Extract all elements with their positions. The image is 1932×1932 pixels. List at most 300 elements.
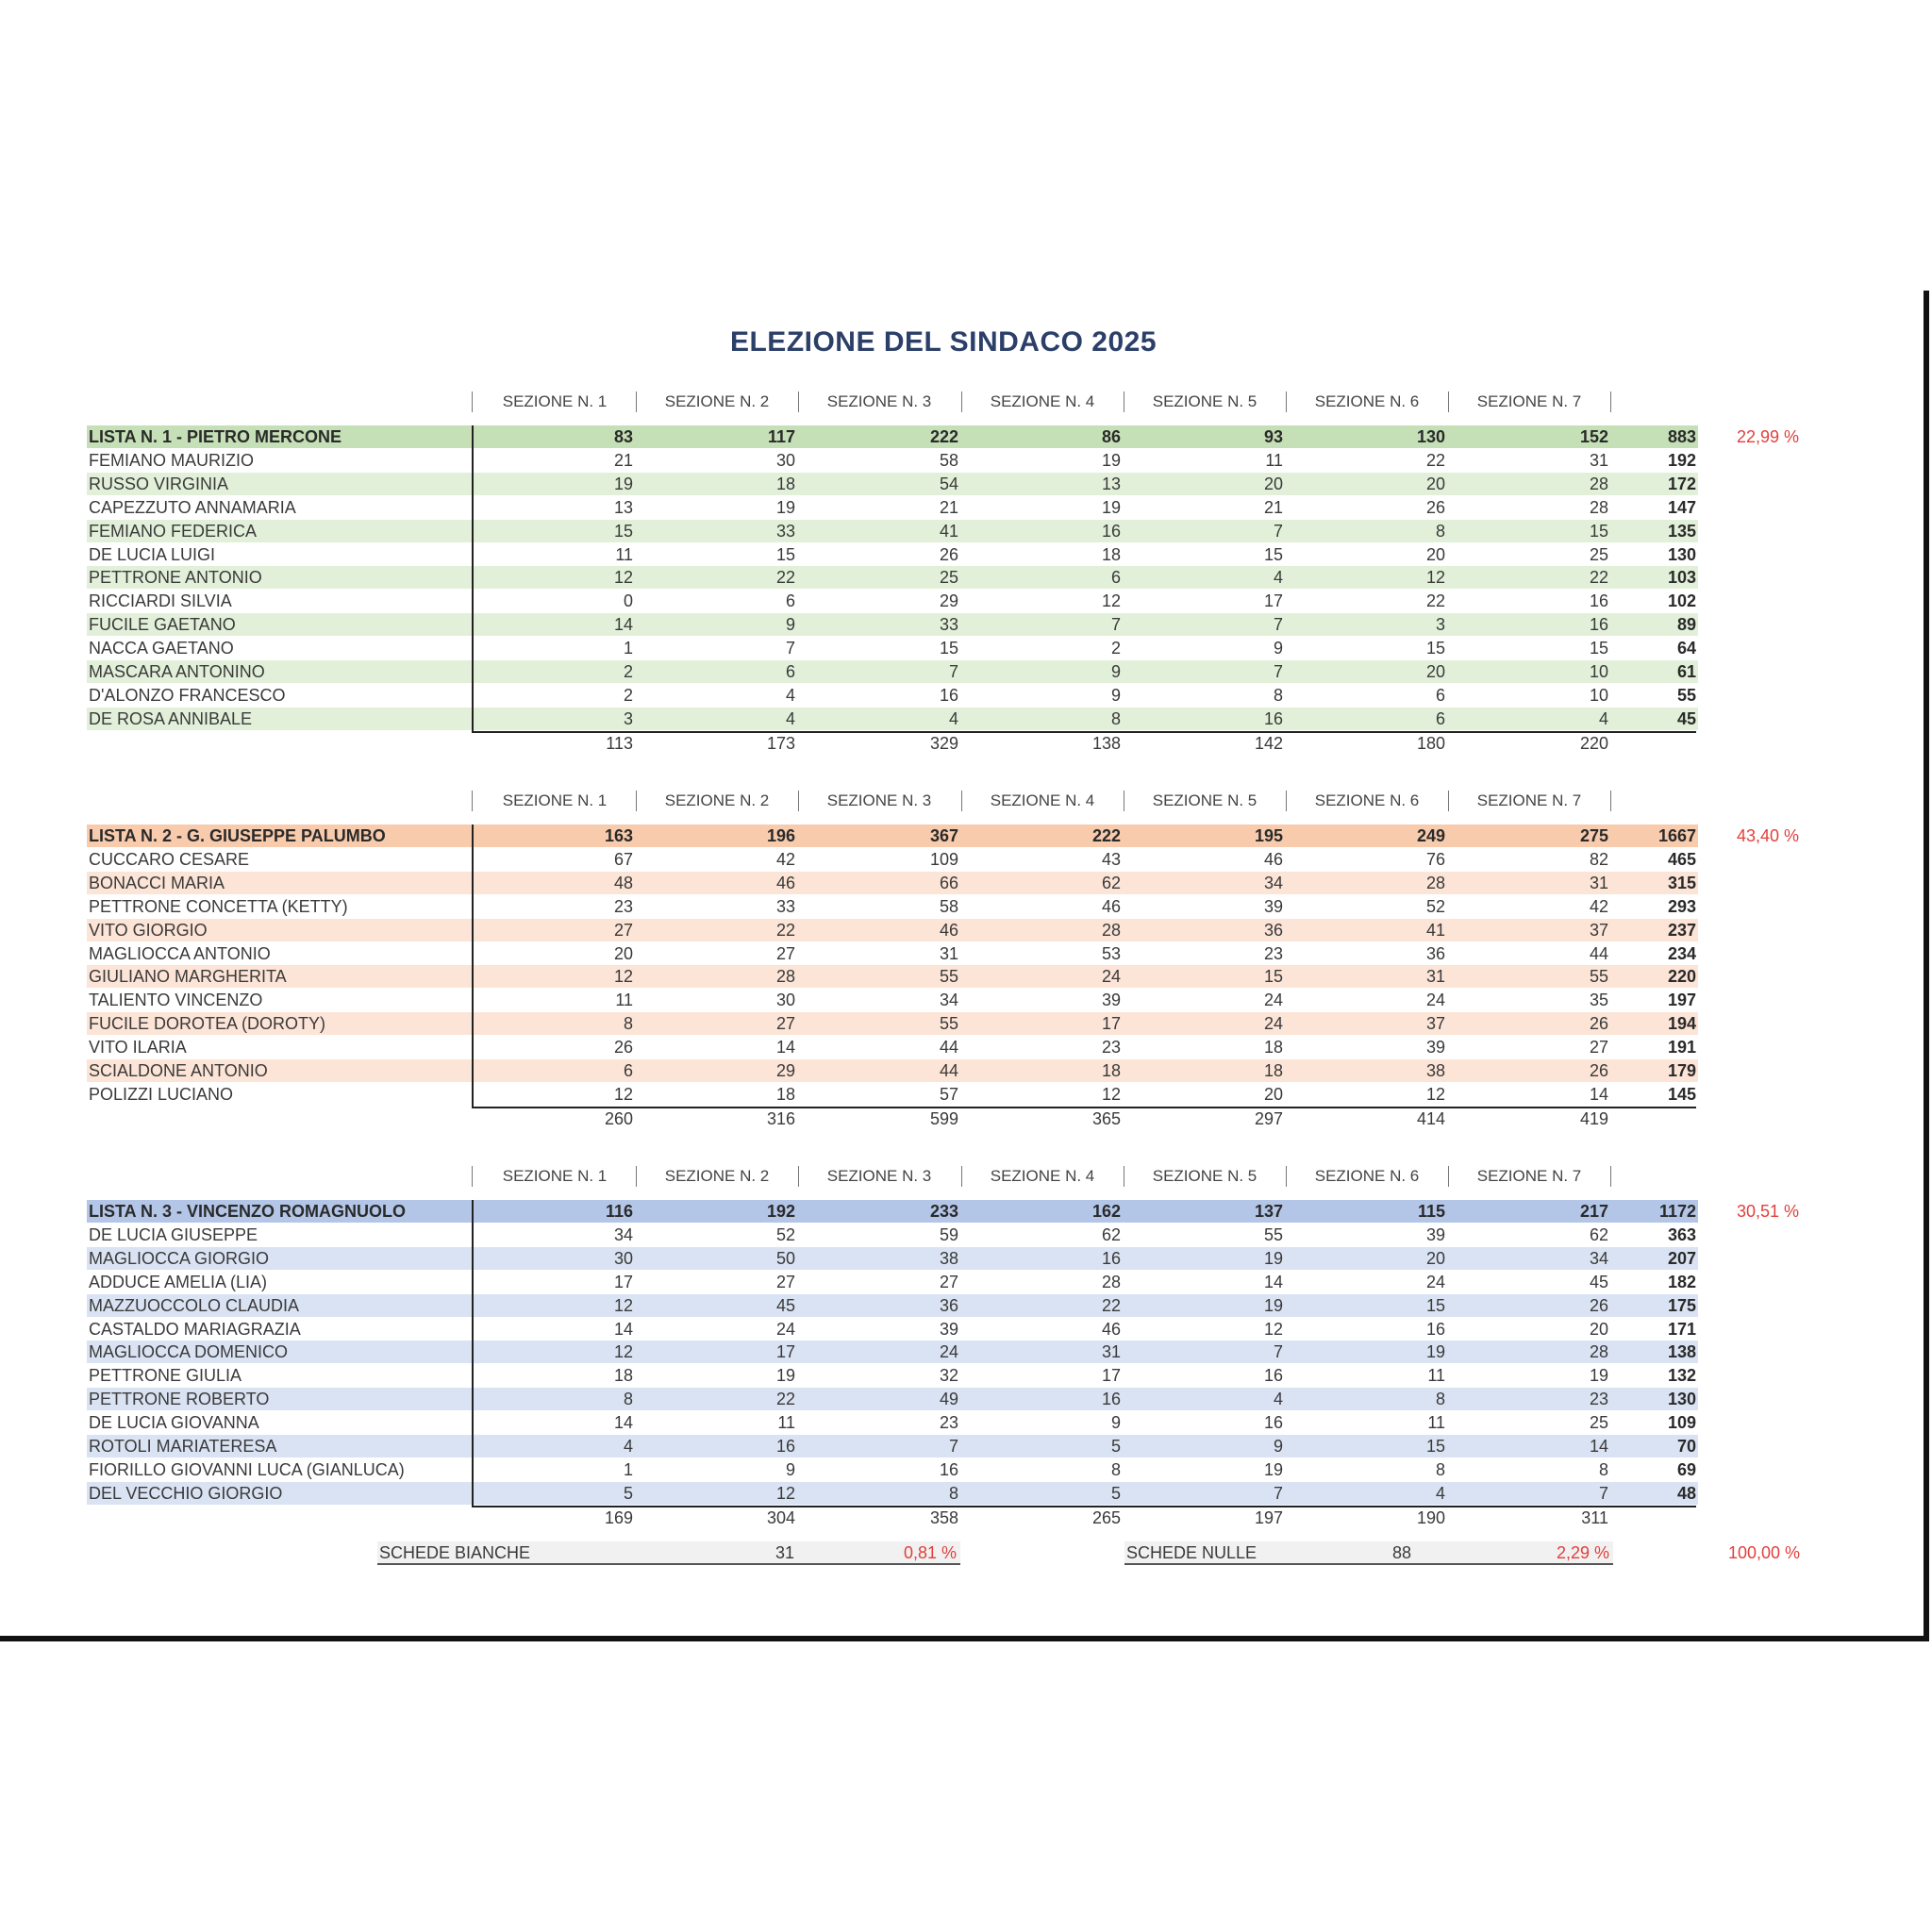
row-total: 293 <box>1667 897 1696 916</box>
row-total: 70 <box>1676 1437 1696 1456</box>
vote-cell: 5 <box>1110 1484 1121 1503</box>
vote-cell: 8 <box>1110 709 1121 728</box>
vote-cell: 20 <box>1425 545 1445 564</box>
vote-cell: 12 <box>1101 591 1121 610</box>
column-total: 304 <box>766 1508 795 1527</box>
vote-cell: 34 <box>613 1225 633 1244</box>
vote-cell: 12 <box>1101 1085 1121 1104</box>
column-total: 169 <box>604 1508 633 1527</box>
candidate-name: FEMIANO MAURIZIO <box>89 451 254 470</box>
vote-cell: 1 <box>623 1460 633 1479</box>
vote-cell: 44 <box>939 1061 958 1080</box>
vote-cell: 14 <box>1589 1085 1608 1104</box>
vote-cell: 27 <box>775 944 795 963</box>
schede-nulle-percent: 2,29 % <box>1556 1543 1609 1562</box>
row-total: 171 <box>1667 1320 1696 1339</box>
candidate-name: RICCIARDI SILVIA <box>89 591 232 610</box>
vote-cell: 30 <box>775 451 795 470</box>
vote-cell: 14 <box>613 615 633 634</box>
candidate-name: PETTRONE ROBERTO <box>89 1390 270 1408</box>
vote-cell: 16 <box>939 686 958 705</box>
candidate-name: SCIALDONE ANTONIO <box>89 1061 268 1080</box>
candidate-name: DE ROSA ANNIBALE <box>89 709 253 728</box>
vote-cell: 15 <box>1263 967 1283 986</box>
column-total: 220 <box>1579 734 1608 753</box>
header-separator <box>1610 391 1611 412</box>
vote-cell: 15 <box>939 639 958 658</box>
vote-cell: 9 <box>1273 639 1283 658</box>
vote-cell: 15 <box>1425 1296 1445 1315</box>
vote-cell: 18 <box>613 1366 633 1385</box>
vote-cell: 29 <box>775 1061 795 1080</box>
row-total: 103 <box>1667 568 1696 587</box>
header-separator <box>1448 1166 1449 1187</box>
vote-cell: 24 <box>775 1320 795 1339</box>
vote-cell: 7 <box>1598 1484 1608 1503</box>
header-separator <box>472 791 473 811</box>
row-total: 69 <box>1676 1460 1696 1479</box>
column-total: 142 <box>1254 734 1283 753</box>
candidate-name: RUSSO VIRGINIA <box>89 475 229 493</box>
vote-cell: 46 <box>1101 897 1121 916</box>
column-total: 173 <box>766 734 795 753</box>
vote-cell: 55 <box>1263 1225 1283 1244</box>
vote-cell: 10 <box>1589 686 1608 705</box>
vote-cell: 18 <box>775 1085 795 1104</box>
vote-cell: 20 <box>1263 475 1283 493</box>
vote-cell: 12 <box>1263 1320 1283 1339</box>
vote-cell: 43 <box>1101 850 1121 869</box>
row-total: 147 <box>1667 498 1696 517</box>
vote-cell: 9 <box>1110 662 1121 681</box>
vote-cell: 19 <box>1263 1249 1283 1268</box>
vote-cell: 16 <box>1101 1390 1121 1408</box>
vote-cell: 31 <box>1589 874 1608 892</box>
column-header: SEZIONE N. 5 <box>1152 1167 1257 1185</box>
vote-cell: 7 <box>1273 615 1283 634</box>
header-separator <box>961 791 962 811</box>
column-total: 197 <box>1254 1508 1283 1527</box>
vote-cell: 83 <box>613 427 633 446</box>
vote-cell: 19 <box>1263 1460 1283 1479</box>
vote-cell: 9 <box>1110 686 1121 705</box>
column-total: 599 <box>929 1109 958 1128</box>
vote-cell: 16 <box>775 1437 795 1456</box>
vote-cell: 2 <box>623 662 633 681</box>
vote-cell: 12 <box>613 1296 633 1315</box>
vote-cell: 18 <box>1263 1061 1283 1080</box>
vote-cell: 19 <box>775 498 795 517</box>
row-total: 130 <box>1667 545 1696 564</box>
candidate-name: DE LUCIA GIUSEPPE <box>89 1225 258 1244</box>
vote-cell: 31 <box>939 944 958 963</box>
vote-cell: 45 <box>775 1296 795 1315</box>
vote-cell: 37 <box>1425 1014 1445 1033</box>
candidate-name: MAZZUOCCOLO CLAUDIA <box>89 1296 300 1315</box>
row-total: 64 <box>1676 639 1696 658</box>
vote-cell: 57 <box>939 1085 958 1104</box>
vote-cell: 37 <box>1589 921 1608 940</box>
vote-cell: 17 <box>775 1342 795 1361</box>
vote-cell: 195 <box>1254 826 1283 845</box>
header-separator <box>636 1166 637 1187</box>
vote-cell: 196 <box>766 826 795 845</box>
row-total: 179 <box>1667 1061 1696 1080</box>
column-header: SEZIONE N. 2 <box>664 1167 770 1185</box>
vote-cell: 19 <box>1263 1296 1283 1315</box>
vote-cell: 55 <box>939 1014 958 1033</box>
vote-cell: 55 <box>1589 967 1608 986</box>
list-percent: 22,99 % <box>1736 427 1799 446</box>
candidate-name: D'ALONZO FRANCESCO <box>89 686 286 705</box>
vote-cell: 7 <box>948 662 958 681</box>
header-separator <box>472 1166 473 1187</box>
vote-cell: 46 <box>939 921 958 940</box>
vote-cell: 52 <box>1425 897 1445 916</box>
vote-cell: 22 <box>1101 1296 1121 1315</box>
list-percent: 30,51 % <box>1736 1202 1799 1221</box>
vote-cell: 23 <box>939 1413 958 1432</box>
list-name: LISTA N. 1 - PIETRO MERCONE <box>89 427 342 446</box>
row-total: 130 <box>1667 1390 1696 1408</box>
vote-cell: 6 <box>1435 686 1445 705</box>
vote-cell: 58 <box>939 897 958 916</box>
header-separator <box>472 391 473 412</box>
vote-cell: 28 <box>775 967 795 986</box>
row-total: 138 <box>1667 1342 1696 1361</box>
header-separator <box>1610 791 1611 811</box>
vote-cell: 53 <box>1101 944 1121 963</box>
vote-cell: 12 <box>613 568 633 587</box>
vote-cell: 16 <box>1263 1366 1283 1385</box>
vote-cell: 28 <box>1589 498 1608 517</box>
vote-cell: 9 <box>785 1460 795 1479</box>
row-total: 61 <box>1676 662 1696 681</box>
vote-cell: 22 <box>1589 568 1608 587</box>
vote-cell: 62 <box>1101 874 1121 892</box>
vote-cell: 11 <box>615 991 633 1009</box>
vote-cell: 24 <box>1101 967 1121 986</box>
column-total: 316 <box>766 1109 795 1128</box>
vote-cell: 162 <box>1091 1202 1121 1221</box>
vote-cell: 20 <box>1425 1249 1445 1268</box>
vote-cell: 31 <box>1101 1342 1121 1361</box>
vote-cell: 39 <box>1263 897 1283 916</box>
vote-cell: 59 <box>939 1225 958 1244</box>
header-separator <box>1610 1166 1611 1187</box>
row-total: 145 <box>1667 1085 1696 1104</box>
vote-cell: 21 <box>1263 498 1283 517</box>
candidate-name: VITO ILARIA <box>89 1038 187 1057</box>
vote-cell: 27 <box>775 1273 795 1291</box>
vote-cell: 26 <box>1589 1014 1608 1033</box>
vote-cell: 48 <box>613 874 633 892</box>
vote-cell: 5 <box>623 1484 633 1503</box>
vote-cell: 12 <box>613 1085 633 1104</box>
vote-cell: 14 <box>1263 1273 1283 1291</box>
row-total: 102 <box>1667 591 1696 610</box>
table-left-border <box>472 1200 474 1506</box>
vote-cell: 41 <box>1425 921 1445 940</box>
column-header: SEZIONE N. 3 <box>826 791 932 809</box>
vote-cell: 24 <box>939 1342 958 1361</box>
vote-cell: 26 <box>1589 1061 1608 1080</box>
vote-cell: 26 <box>1425 498 1445 517</box>
candidate-name: NACCA GAETANO <box>89 639 234 658</box>
column-total: 180 <box>1416 734 1445 753</box>
header-separator <box>798 1166 799 1187</box>
vote-cell: 35 <box>1589 991 1608 1009</box>
candidate-name: VITO GIORGIO <box>89 921 208 940</box>
vote-cell: 17 <box>1263 591 1283 610</box>
vote-cell: 58 <box>939 451 958 470</box>
schede-bianche-underline <box>377 1563 960 1565</box>
vote-cell: 5 <box>1110 1437 1121 1456</box>
column-header: SEZIONE N. 7 <box>1476 392 1582 410</box>
vote-cell: 93 <box>1263 427 1283 446</box>
vote-cell: 12 <box>1425 1085 1445 1104</box>
vote-cell: 46 <box>1263 850 1283 869</box>
vote-cell: 19 <box>1589 1366 1608 1385</box>
page-border-right <box>1924 291 1929 1641</box>
vote-cell: 16 <box>1589 615 1608 634</box>
vote-cell: 222 <box>1091 826 1121 845</box>
vote-cell: 19 <box>613 475 633 493</box>
schede-nulle-label: SCHEDE NULLE <box>1126 1543 1257 1562</box>
row-total: 234 <box>1667 944 1696 963</box>
vote-cell: 4 <box>1273 568 1283 587</box>
vote-cell: 9 <box>785 615 795 634</box>
column-header: SEZIONE N. 7 <box>1476 791 1582 809</box>
vote-cell: 42 <box>1589 897 1608 916</box>
vote-cell: 18 <box>1263 1038 1283 1057</box>
candidate-name: CUCCARO CESARE <box>89 850 250 869</box>
table-left-border <box>472 824 474 1107</box>
vote-cell: 41 <box>939 522 958 541</box>
vote-cell: 152 <box>1579 427 1608 446</box>
vote-cell: 46 <box>1101 1320 1121 1339</box>
vote-cell: 8 <box>1435 522 1445 541</box>
vote-cell: 11 <box>1265 451 1283 470</box>
row-total: 237 <box>1667 921 1696 940</box>
column-header: SEZIONE N. 2 <box>664 791 770 809</box>
candidate-name: DEL VECCHIO GIORGIO <box>89 1484 283 1503</box>
header-separator <box>1286 1166 1287 1187</box>
candidate-name: FUCILE GAETANO <box>89 615 236 634</box>
row-total: 192 <box>1667 451 1696 470</box>
vote-cell: 6 <box>623 1061 633 1080</box>
vote-cell: 20 <box>1263 1085 1283 1104</box>
vote-cell: 30 <box>613 1249 633 1268</box>
column-total: 414 <box>1416 1109 1445 1128</box>
row-total: 197 <box>1667 991 1696 1009</box>
candidate-name: FUCILE DOROTEA (DOROTY) <box>89 1014 326 1033</box>
list-name: LISTA N. 3 - VINCENZO ROMAGNUOLO <box>89 1202 406 1221</box>
vote-cell: 18 <box>775 475 795 493</box>
vote-cell: 28 <box>1589 475 1608 493</box>
vote-cell: 12 <box>613 967 633 986</box>
row-total: 182 <box>1667 1273 1696 1291</box>
column-total: 260 <box>604 1109 633 1128</box>
vote-cell: 19 <box>1101 498 1121 517</box>
vote-cell: 31 <box>1425 967 1445 986</box>
vote-cell: 54 <box>939 475 958 493</box>
row-total: 220 <box>1667 967 1696 986</box>
vote-cell: 39 <box>1425 1038 1445 1057</box>
vote-cell: 28 <box>1425 874 1445 892</box>
candidate-name: PETTRONE CONCETTA (KETTY) <box>89 897 348 916</box>
vote-cell: 367 <box>929 826 958 845</box>
vote-cell: 36 <box>939 1296 958 1315</box>
column-header: SEZIONE N. 4 <box>990 791 1095 809</box>
vote-cell: 29 <box>939 591 958 610</box>
vote-cell: 0 <box>623 591 633 610</box>
vote-cell: 20 <box>613 944 633 963</box>
vote-cell: 44 <box>1589 944 1608 963</box>
candidate-name: FIORILLO GIOVANNI LUCA (GIANLUCA) <box>89 1460 405 1479</box>
vote-cell: 4 <box>623 1437 633 1456</box>
vote-cell: 217 <box>1579 1202 1608 1221</box>
vote-cell: 6 <box>785 591 795 610</box>
vote-cell: 130 <box>1416 427 1445 446</box>
header-separator <box>1448 791 1449 811</box>
vote-cell: 62 <box>1589 1225 1608 1244</box>
schede-bianche-value: 31 <box>774 1543 794 1562</box>
vote-cell: 62 <box>1101 1225 1121 1244</box>
candidate-name: FEMIANO FEDERICA <box>89 522 258 541</box>
vote-cell: 38 <box>1425 1061 1445 1080</box>
vote-cell: 46 <box>775 874 795 892</box>
column-total: 297 <box>1254 1109 1283 1128</box>
vote-cell: 16 <box>1101 1249 1121 1268</box>
vote-cell: 13 <box>1101 475 1121 493</box>
column-total: 265 <box>1091 1508 1121 1527</box>
candidate-name: BONACCI MARIA <box>89 874 225 892</box>
vote-cell: 275 <box>1579 826 1608 845</box>
vote-cell: 15 <box>1589 639 1608 658</box>
schede-bianche-label: SCHEDE BIANCHE <box>379 1543 531 1562</box>
vote-cell: 20 <box>1425 475 1445 493</box>
candidate-name: PETTRONE ANTONIO <box>89 568 262 587</box>
column-total: 138 <box>1091 734 1121 753</box>
vote-cell: 222 <box>929 427 958 446</box>
vote-cell: 16 <box>939 1460 958 1479</box>
vote-cell: 12 <box>613 1342 633 1361</box>
vote-cell: 13 <box>613 498 633 517</box>
row-total: 45 <box>1676 709 1696 728</box>
header-separator <box>1286 391 1287 412</box>
vote-cell: 2 <box>623 686 633 705</box>
vote-cell: 55 <box>939 967 958 986</box>
candidate-name: DE LUCIA GIOVANNA <box>89 1413 259 1432</box>
total-percent: 100,00 % <box>1727 1543 1800 1562</box>
row-total: 1172 <box>1658 1202 1696 1221</box>
row-total: 109 <box>1667 1413 1696 1432</box>
vote-cell: 21 <box>613 451 633 470</box>
row-total: 175 <box>1667 1296 1696 1315</box>
vote-cell: 9 <box>1273 1437 1283 1456</box>
candidate-name: CAPEZZUTO ANNAMARIA <box>89 498 296 517</box>
vote-cell: 27 <box>1589 1038 1608 1057</box>
vote-cell: 14 <box>1589 1437 1608 1456</box>
vote-cell: 8 <box>1598 1460 1608 1479</box>
vote-cell: 7 <box>1273 522 1283 541</box>
vote-cell: 4 <box>785 709 795 728</box>
row-total: 191 <box>1667 1038 1696 1057</box>
column-total: 365 <box>1091 1109 1121 1128</box>
vote-cell: 67 <box>613 850 633 869</box>
column-total: 190 <box>1416 1508 1445 1527</box>
candidate-name: POLIZZI LUCIANO <box>89 1085 234 1104</box>
column-header: SEZIONE N. 7 <box>1476 1167 1582 1185</box>
header-separator <box>636 391 637 412</box>
vote-cell: 20 <box>1425 662 1445 681</box>
vote-cell: 20 <box>1589 1320 1608 1339</box>
column-total: 329 <box>929 734 958 753</box>
vote-cell: 6 <box>1435 709 1445 728</box>
vote-cell: 249 <box>1416 826 1445 845</box>
row-total: 135 <box>1667 522 1696 541</box>
column-header: SEZIONE N. 3 <box>826 392 932 410</box>
vote-cell: 16 <box>1589 591 1608 610</box>
column-header: SEZIONE N. 5 <box>1152 791 1257 809</box>
vote-cell: 23 <box>1263 944 1283 963</box>
vote-cell: 16 <box>1263 709 1283 728</box>
vote-cell: 1 <box>623 639 633 658</box>
vote-cell: 4 <box>1598 709 1608 728</box>
vote-cell: 26 <box>939 545 958 564</box>
vote-cell: 11 <box>1427 1413 1445 1432</box>
vote-cell: 14 <box>613 1413 633 1432</box>
vote-cell: 3 <box>623 709 633 728</box>
vote-cell: 30 <box>775 991 795 1009</box>
vote-cell: 22 <box>1425 451 1445 470</box>
list-name: LISTA N. 2 - G. GIUSEPPE PALUMBO <box>89 826 386 845</box>
vote-cell: 6 <box>1110 568 1121 587</box>
column-total: 358 <box>929 1508 958 1527</box>
vote-cell: 18 <box>1101 1061 1121 1080</box>
row-total: 55 <box>1676 686 1696 705</box>
vote-cell: 163 <box>604 826 633 845</box>
vote-cell: 34 <box>1263 874 1283 892</box>
vote-cell: 22 <box>1425 591 1445 610</box>
vote-cell: 8 <box>1110 1460 1121 1479</box>
vote-cell: 24 <box>1425 1273 1445 1291</box>
row-total: 315 <box>1667 874 1696 892</box>
vote-cell: 26 <box>613 1038 633 1057</box>
vote-cell: 15 <box>1425 1437 1445 1456</box>
row-total: 194 <box>1667 1014 1696 1033</box>
vote-cell: 23 <box>1101 1038 1121 1057</box>
candidate-name: MAGLIOCCA ANTONIO <box>89 944 271 963</box>
vote-cell: 19 <box>775 1366 795 1385</box>
vote-cell: 3 <box>1435 615 1445 634</box>
column-header: SEZIONE N. 2 <box>664 392 770 410</box>
vote-cell: 36 <box>1425 944 1445 963</box>
vote-cell: 39 <box>939 1320 958 1339</box>
row-total: 1667 <box>1657 826 1696 845</box>
vote-cell: 49 <box>939 1390 958 1408</box>
vote-cell: 25 <box>1589 545 1608 564</box>
column-header: SEZIONE N. 3 <box>826 1167 932 1185</box>
vote-cell: 14 <box>613 1320 633 1339</box>
row-total: 132 <box>1667 1366 1696 1385</box>
vote-cell: 24 <box>1425 991 1445 1009</box>
vote-cell: 23 <box>1589 1390 1608 1408</box>
column-header: SEZIONE N. 1 <box>502 791 608 809</box>
vote-cell: 27 <box>939 1273 958 1291</box>
vote-cell: 8 <box>1273 686 1283 705</box>
